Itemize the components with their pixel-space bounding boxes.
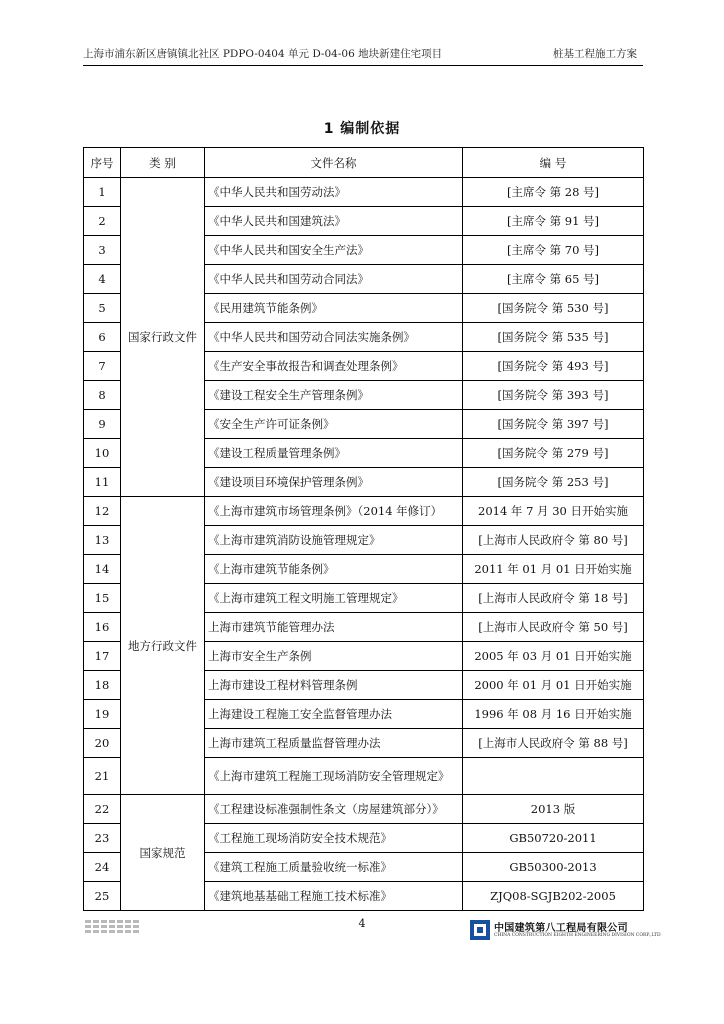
row-file-name: 上海市建筑工程质量监督管理办法 [205,729,463,758]
header-category: 类 别 [121,148,205,178]
row-serial: 3 [84,236,121,265]
section-title: 1 编制依据 [323,121,401,137]
row-file-name: 《中华人民共和国劳动法》 [205,178,463,207]
row-serial: 9 [84,410,121,439]
header-code: 编 号 [463,148,644,178]
row-code: [上海市人民政府令 第 88 号] [463,729,644,758]
row-code: [主席令 第 70 号] [463,236,644,265]
row-code: 2000 年 01 月 01 日开始实施 [463,671,644,700]
row-file-name: 《上海市建筑工程施工现场消防安全管理规定》 [205,758,463,795]
header-divider [83,65,643,66]
row-code: [国务院令 第 397 号] [463,410,644,439]
row-code: GB50720-2011 [463,824,644,853]
row-code: [主席令 第 91 号] [463,207,644,236]
row-code: [国务院令 第 279 号] [463,439,644,468]
row-serial: 21 [84,758,121,795]
category-cell: 国家规范 [121,795,205,911]
row-serial: 12 [84,497,121,526]
row-serial: 17 [84,642,121,671]
company-name-en: CHINA CONSTRUCTION EIGHTH ENGINEERING DIVISION CORP.,LTD [494,933,661,938]
basis-table [83,147,644,911]
row-file-name: 《建设项目环境保护管理条例》 [205,468,463,497]
row-code: [国务院令 第 493 号] [463,352,644,381]
row-code: [国务院令 第 393 号] [463,381,644,410]
row-serial: 7 [84,352,121,381]
row-serial: 16 [84,613,121,642]
row-file-name: 上海建设工程施工安全监督管理办法 [205,700,463,729]
row-code: [国务院令 第 535 号] [463,323,644,352]
row-serial: 10 [84,439,121,468]
row-file-name: 上海市建筑节能管理办法 [205,613,463,642]
category-cell: 地方行政文件 [121,497,205,795]
row-file-name: 上海市建设工程材料管理条例 [205,671,463,700]
row-serial: 1 [84,178,121,207]
row-file-name: 上海市安全生产条例 [205,642,463,671]
row-code: [国务院令 第 253 号] [463,468,644,497]
table-row [84,795,644,824]
row-file-name: 《安全生产许可证条例》 [205,410,463,439]
row-file-name: 《工程建设标准强制性条文（房屋建筑部分）》 [205,795,463,824]
row-code: 2014 年 7 月 30 日开始实施 [463,497,644,526]
row-file-name: 《上海市建筑市场管理条例》（2014 年修订） [205,497,463,526]
company-emblem-icon [470,920,490,940]
row-code: 1996 年 08 月 16 日开始实施 [463,700,644,729]
row-code: [上海市人民政府令 第 80 号] [463,526,644,555]
row-code: [国务院令 第 530 号] [463,294,644,323]
row-serial: 13 [84,526,121,555]
row-file-name: 《上海市建筑工程文明施工管理规定》 [205,584,463,613]
table-row [84,497,644,526]
row-file-name: 《民用建筑节能条例》 [205,294,463,323]
row-serial: 8 [84,381,121,410]
row-file-name: 《中华人民共和国劳动合同法》 [205,265,463,294]
row-code: GB50300-2013 [463,853,644,882]
row-file-name: 《工程施工现场消防安全技术规范》 [205,824,463,853]
row-serial: 18 [84,671,121,700]
row-serial: 23 [84,824,121,853]
row-serial: 24 [84,853,121,882]
row-code: 2011 年 01 月 01 日开始实施 [463,555,644,584]
row-serial: 22 [84,795,121,824]
company-name-cn: 中国建筑第八工程局有限公司 [494,923,628,934]
row-file-name: 《上海市建筑节能条例》 [205,555,463,584]
row-file-name: 《中华人民共和国劳动合同法实施条例》 [205,323,463,352]
row-file-name: 《中华人民共和国安全生产法》 [205,236,463,265]
row-code: [上海市人民政府令 第 50 号] [463,613,644,642]
row-code: 2013 版 [463,795,644,824]
row-serial: 19 [84,700,121,729]
row-code: 2005 年 03 月 01 日开始实施 [463,642,644,671]
row-code: ZJQ08-SGJB202-2005 [463,882,644,911]
row-file-name: 《生产安全事故报告和调查处理条例》 [205,352,463,381]
row-code: [主席令 第 28 号] [463,178,644,207]
header-file-name: 文件名称 [205,148,463,178]
header-project-name: 上海市浦东新区唐镇镇北社区 PDPO-0404 单元 D-04-06 地块新建住宅项目 [83,48,443,60]
row-file-name: 《上海市建筑消防设施管理规定》 [205,526,463,555]
row-serial: 2 [84,207,121,236]
row-file-name: 《建筑工程施工质量验收统一标准》 [205,853,463,882]
row-code: [主席令 第 65 号] [463,265,644,294]
row-code [463,758,644,795]
header-serial: 序号 [84,148,121,178]
company-logo [470,918,661,944]
table-row [84,178,644,207]
row-serial: 14 [84,555,121,584]
header-document-title: 桩基工程施工方案 [553,48,637,60]
row-serial: 25 [84,882,121,911]
row-serial: 4 [84,265,121,294]
row-file-name: 《中华人民共和国建筑法》 [205,207,463,236]
page-header [83,46,643,62]
row-serial: 5 [84,294,121,323]
row-code: [上海市人民政府令 第 18 号] [463,584,644,613]
row-file-name: 《建设工程安全生产管理条例》 [205,381,463,410]
row-file-name: 《建设工程质量管理条例》 [205,439,463,468]
page-number: 4 [358,917,366,930]
row-serial: 20 [84,729,121,758]
table-header-row [84,148,644,178]
row-file-name: 《建筑地基基础工程施工技术标准》 [205,882,463,911]
row-serial: 6 [84,323,121,352]
category-cell: 国家行政文件 [121,178,205,497]
row-serial: 11 [84,468,121,497]
row-serial: 15 [84,584,121,613]
